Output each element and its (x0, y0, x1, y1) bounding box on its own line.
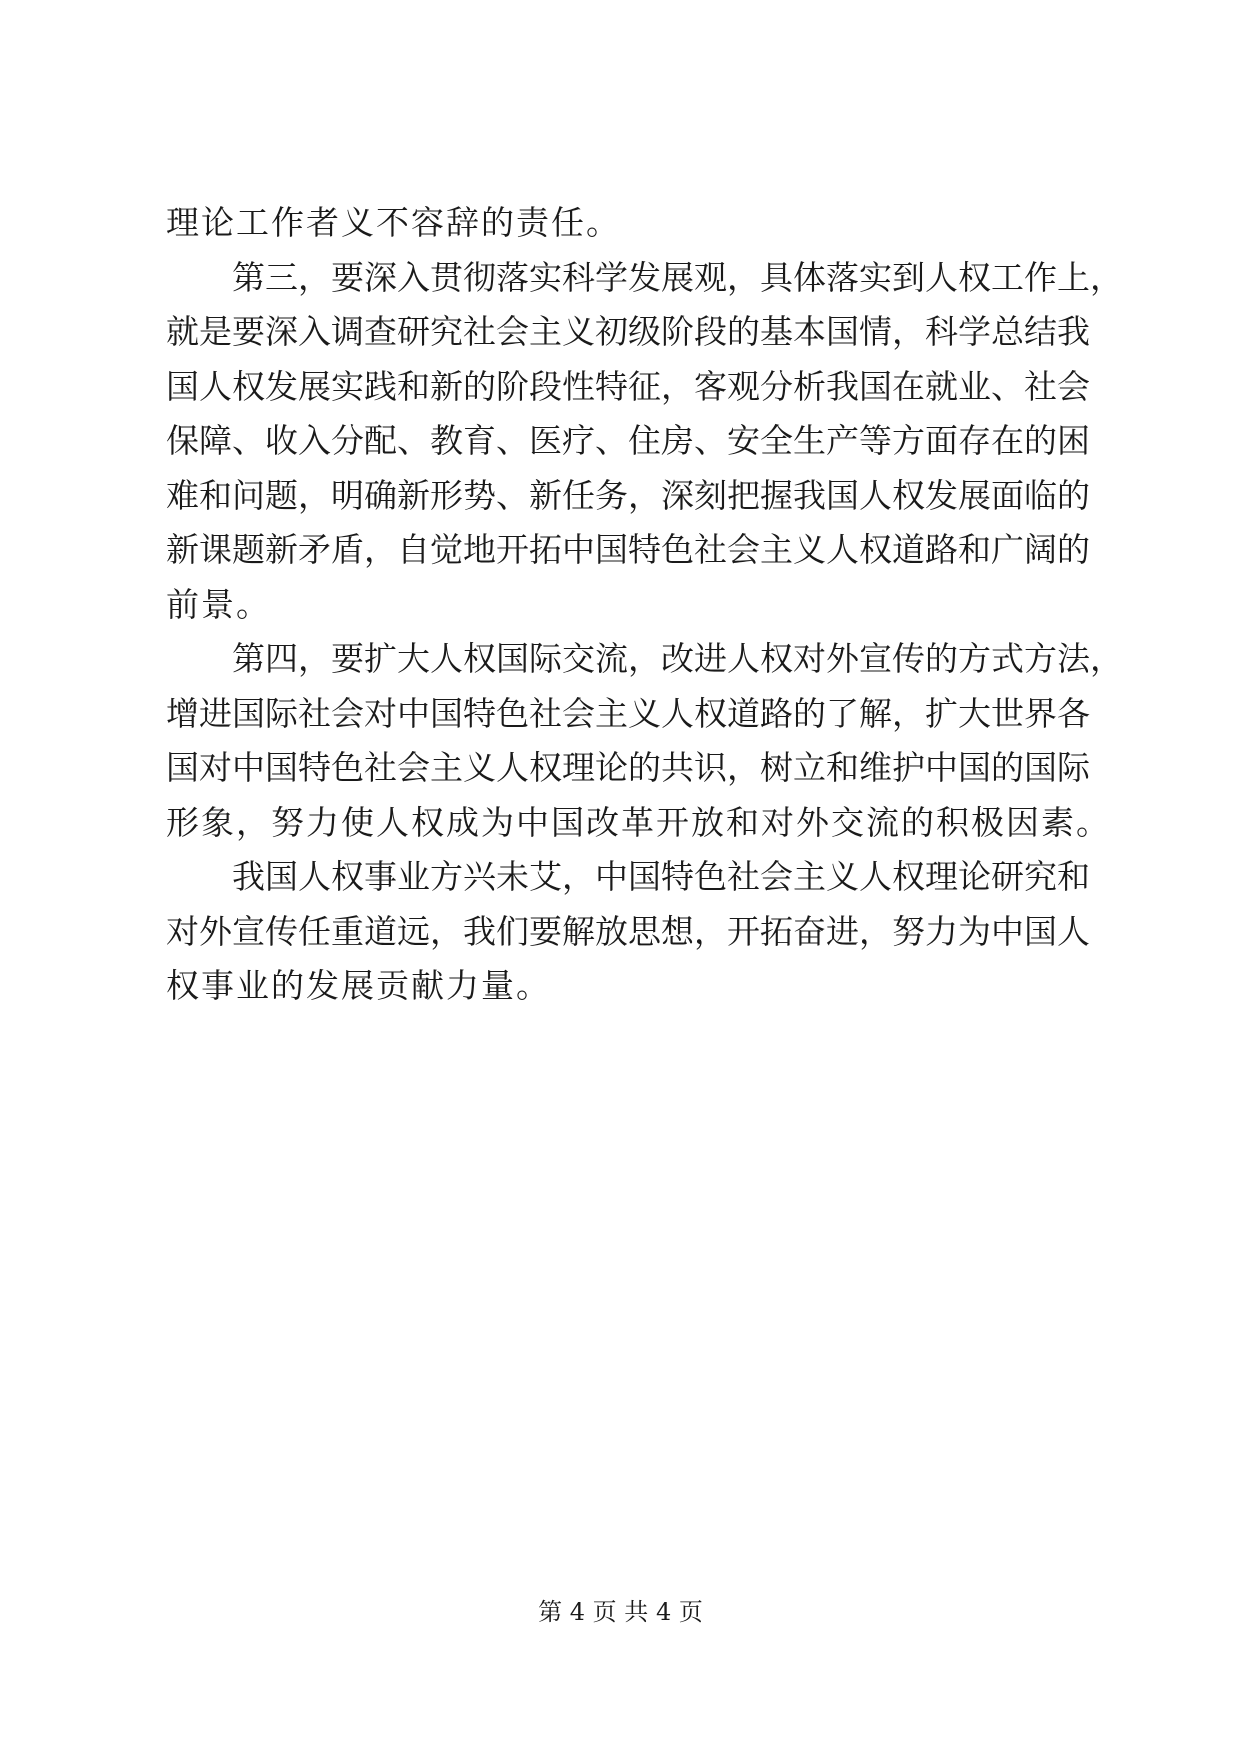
paragraph-line: 对外宣传任重道远，我们要解放思想，开拓奋进，努力为中国人 (166, 911, 1090, 951)
paragraph-line: 权事业的发展贡献力量。 (166, 966, 551, 1005)
paragraph-line: 增进国际社会对中国特色社会主义人权道路的了解，扩大世界各 (166, 693, 1090, 733)
paragraph-line: 我国人权事业方兴未艾，中国特色社会主义人权理论研究和 (166, 857, 1090, 896)
document-body (166, 196, 1123, 1014)
paragraph-line: 理论工作者义不容辞的责任。 (166, 203, 621, 242)
paragraph-line: 第四，要扩大人权国际交流，改进人权对外宣传的方式方法， (166, 639, 1123, 678)
paragraph-line: 形象，努力使人权成为中国改革开放和对外交流的积极因素。 (166, 802, 1111, 842)
paragraph-line: 国对中国特色社会主义人权理论的共识，树立和维护中国的国际 (166, 748, 1090, 787)
page-number-footer: 第 4 页 共 4 页 (538, 1598, 703, 1626)
paragraph-line: 新课题新矛盾，自觉地开拓中国特色社会主义人权道路和广阔的 (166, 530, 1090, 569)
paragraph-line: 第三，要深入贯彻落实科学发展观，具体落实到人权工作上， (166, 257, 1123, 297)
paragraph-line: 保障、收入分配、教育、医疗、住房、安全生产等方面存在的困 (166, 421, 1090, 460)
paragraph-line: 就是要深入调查研究社会主义初级阶段的基本国情，科学总结我 (166, 312, 1090, 351)
paragraph-line: 前景。 (166, 584, 271, 624)
paragraph-line: 难和问题，明确新形势、新任务，深刻把握我国人权发展面临的 (166, 475, 1090, 515)
paragraph-line: 国人权发展实践和新的阶段性特征，客观分析我国在就业、社会 (166, 366, 1090, 406)
